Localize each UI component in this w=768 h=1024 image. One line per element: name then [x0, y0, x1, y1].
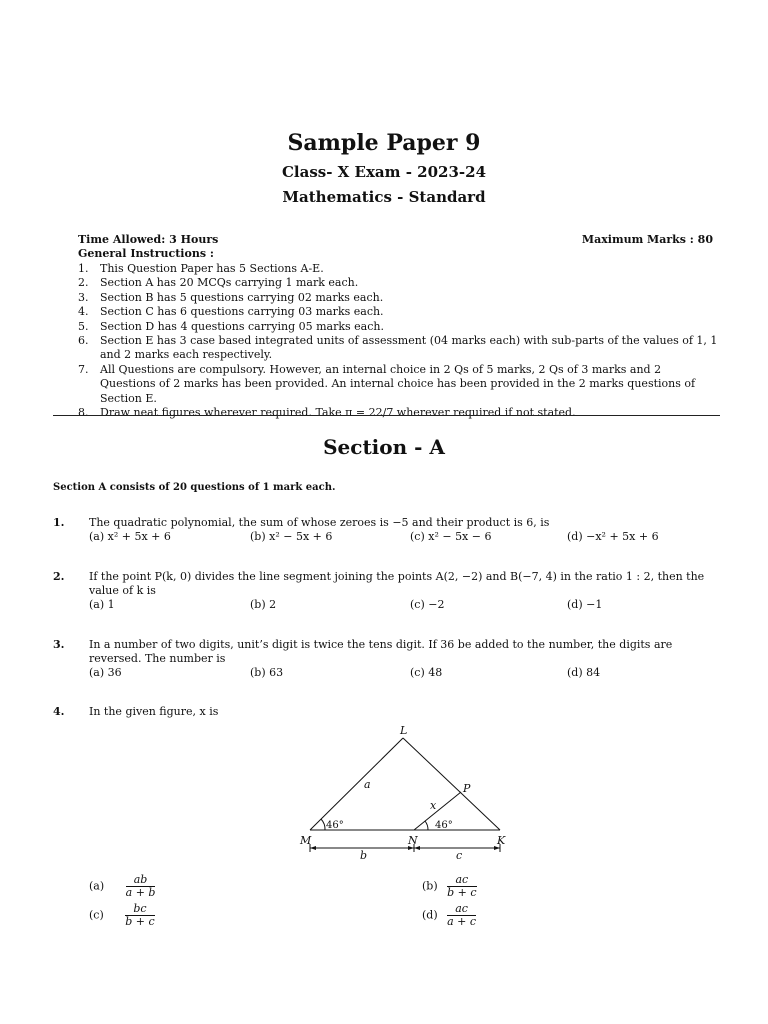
question-text: In a number of two digits, unit’s digit is twice the tens digit. If 36 be added to the number, the digits are reversed. The number is — [89, 638, 673, 665]
q4-option-a[interactable]: (a) $\frac{ab}{a + b}$ — [89, 873, 156, 899]
option-c[interactable]: (c) x² − 5x − 6 — [410, 530, 492, 543]
time-allowed: Time Allowed: 3 Hours — [78, 233, 219, 246]
question-number: 2. — [53, 570, 65, 583]
option-b[interactable]: (b) 63 — [250, 666, 284, 679]
instruction-item: 5. Section D has 4 questions carrying 05 marks each. — [78, 319, 384, 333]
question-number: 4. — [53, 705, 65, 718]
label-L: L — [400, 724, 408, 737]
class-exam: Class- X Exam - 2023-24 — [281, 163, 487, 181]
question-text: The quadratic polynomial, the sum of whose zeroes is −5 and their product is 6, is — [89, 516, 550, 529]
label-a: a — [364, 778, 371, 791]
side-LK — [403, 738, 500, 830]
side-ML — [310, 738, 403, 830]
instruction-item: 1. This Question Paper has 5 Sections A-E. — [78, 262, 324, 275]
general-instructions-heading: General Instructions : — [78, 247, 214, 260]
q4-option-c[interactable]: (c) $\frac{bc}{b + c}$ — [89, 902, 155, 928]
question-number: 3. — [53, 638, 65, 651]
instruction-item: 8. Draw neat figures wherever required. Take π = 22/7 wherever required if not stated. — [78, 406, 576, 420]
question-text: If the point P(k, 0) divides the line segment joining the points A(2, −2) and B(−7, 4) in the ratio 1 : 2, then the value of k is — [89, 570, 705, 597]
question-4 — [53, 705, 720, 719]
question-text: In the given figure, x is — [89, 705, 219, 718]
label-N: N — [408, 834, 418, 847]
fraction: $\frac{ac}{b + c}$ — [447, 873, 477, 899]
subject: Mathematics - Standard — [282, 188, 486, 206]
section-divider — [53, 415, 720, 416]
instruction-item: 3. Section B has 5 questions carrying 02 marks each. — [78, 290, 384, 304]
question-1 — [53, 516, 720, 546]
option-d[interactable]: (d) −x² + 5x + 6 — [567, 530, 659, 543]
option-d[interactable]: (d) 84 — [567, 666, 601, 679]
section-title: Section - A — [323, 435, 445, 459]
option-d[interactable]: (d) −1 — [567, 598, 603, 611]
option-a[interactable]: (a) 36 — [89, 666, 122, 679]
angle-arc-M — [321, 819, 325, 830]
section-note: Section A consists of 20 questions of 1 mark each. — [53, 482, 336, 493]
option-b[interactable]: (b) 2 — [250, 598, 277, 611]
q4-option-d[interactable]: (d) $\frac{ac}{a + c}$ — [422, 902, 477, 928]
option-a[interactable]: (a) x² + 5x + 6 — [89, 530, 171, 543]
question-options — [89, 530, 720, 546]
angle-arc-N — [425, 821, 428, 830]
maximum-marks: Maximum Marks : 80 — [581, 233, 713, 246]
question-3 — [53, 638, 720, 682]
label-M: M — [300, 834, 312, 847]
question-options — [89, 666, 720, 682]
instruction-item: 6. Section E has 3 case based integrated units of assessment (04 marks each) with sub-parts of the values of 1, 1 and 2 marks each respectively. — [78, 334, 718, 362]
instructions-list — [78, 262, 720, 420]
option-c[interactable]: (c) −2 — [410, 598, 445, 611]
label-x: x — [430, 799, 437, 812]
question-number: 1. — [53, 516, 65, 529]
fraction: $\frac{bc}{b + c}$ — [125, 902, 155, 928]
fraction: $\frac{ac}{a + c}$ — [447, 902, 477, 928]
instruction-item: 4. Section C has 6 questions carrying 03 marks each. — [78, 305, 384, 319]
option-c[interactable]: (c) 48 — [410, 666, 443, 679]
instruction-item: 2. Section A has 20 MCQs carrying 1 mark each. — [78, 276, 359, 290]
option-a[interactable]: (a) 1 — [89, 598, 115, 611]
angle-label-N: 46° — [435, 820, 453, 831]
question-2 — [53, 570, 720, 614]
question-options — [89, 598, 720, 614]
label-P: P — [463, 782, 471, 795]
instruction-item: 7. All Questions are compulsory. However, an internal choice in 2 Qs of 5 marks, 2 Qs of 3 marks and 2 Questions of 2 marks has been provided. An internal choice has been provided in the 2 marks questions of Section E. — [78, 362, 696, 405]
label-c: c — [456, 849, 463, 862]
q4-option-b[interactable]: (b) $\frac{ac}{b + c}$ — [422, 873, 477, 899]
angle-label-M: 46° — [326, 820, 344, 831]
triangle-figure — [290, 722, 520, 867]
paper-title: Sample Paper 9 — [287, 130, 481, 156]
option-b[interactable]: (b) x² − 5x + 6 — [250, 530, 333, 543]
label-b: b — [360, 849, 368, 862]
label-K: K — [497, 834, 506, 847]
fraction: $\frac{ab}{a + b}$ — [125, 873, 156, 899]
